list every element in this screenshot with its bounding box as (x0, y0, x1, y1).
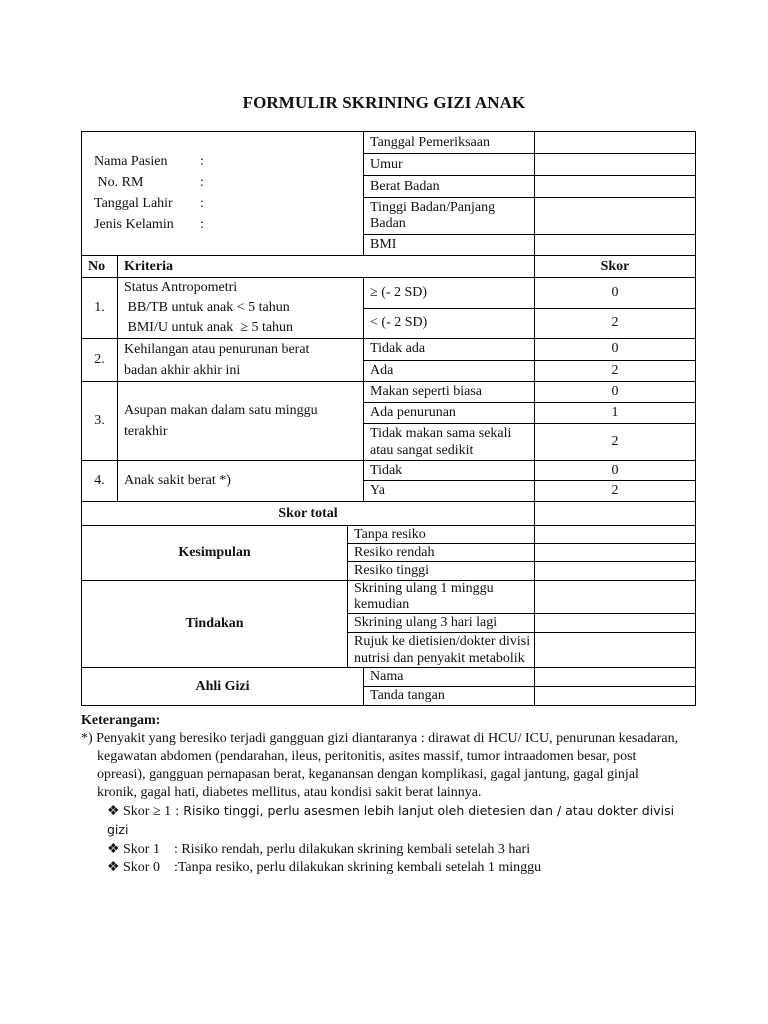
option-score: 0 (535, 382, 696, 403)
option-label: Ada (364, 360, 535, 382)
criterion-text: Asupan makan dalam satu minggu terakhir (118, 382, 364, 461)
exam-value[interactable] (535, 154, 696, 176)
exam-value[interactable] (535, 198, 696, 235)
notes-section (81, 712, 681, 877)
conclusion-option: Resiko rendah (348, 544, 535, 562)
conclusion-check[interactable] (535, 526, 696, 544)
option-score: 2 (535, 360, 696, 382)
nutritionist-row (82, 668, 696, 687)
criterion-no: 3. (82, 382, 118, 461)
option-label: ≥ (- 2 SD) (364, 278, 535, 309)
conclusion-option: Resiko tinggi (348, 562, 535, 581)
patient-info (82, 132, 364, 256)
field-label: Nama Pasien (94, 154, 168, 169)
criterion-no: 4. (82, 461, 118, 502)
criterion-row (82, 461, 696, 481)
header-kriteria: Kriteria (118, 256, 535, 278)
patient-field: No. RM : (94, 175, 204, 190)
criterion-no: 1. (82, 278, 118, 339)
conclusion-check[interactable] (535, 544, 696, 562)
action-option: Skrining ulang 1 minggu kemudian (348, 581, 535, 614)
patient-field: Nama Pasien : (94, 154, 204, 169)
notes-bullet: ❖ Skor 1 : Risiko rendah, perlu dilakukan skrining kembali setelah 3 hari (107, 842, 531, 857)
exam-label: Berat Badan (364, 176, 535, 198)
option-label: Tidak makan sama sekali atau sangat sedikit (364, 424, 535, 461)
action-check[interactable] (535, 581, 696, 614)
criterion-text: Anak sakit berat *) (118, 461, 364, 502)
total-label: Skor total (82, 502, 535, 526)
criterion-row (82, 382, 696, 403)
criterion-row (82, 278, 696, 309)
field-label: Tanggal Lahir (94, 196, 173, 211)
bullet-diamond-icon: ❖ (107, 860, 120, 875)
patient-field: Jenis Kelamin : (94, 217, 204, 232)
nutritionist-field: Nama (364, 668, 535, 687)
action-label: Tindakan (82, 581, 348, 668)
exam-value[interactable] (535, 235, 696, 256)
exam-label: Tinggi Badan/Panjang Badan (364, 198, 535, 235)
conclusion-check[interactable] (535, 562, 696, 581)
action-row (82, 581, 696, 614)
exam-row (82, 132, 696, 154)
criterion-text: Status Antropometri BB/TB untuk anak < 5 tahun BMI/U untuk anak ≥ 5 tahun (118, 278, 364, 339)
form-title: FORMULIR SKRINING GIZI ANAK (242, 93, 526, 112)
action-option: Skrining ulang 3 hari lagi (348, 614, 535, 633)
nutritionist-signature-value[interactable] (535, 687, 696, 706)
criterion-text: Kehilangan atau penurunan berat badan akhir akhir ini (118, 339, 364, 382)
total-value[interactable] (535, 502, 696, 526)
total-row (82, 502, 696, 526)
notes-paragraph: *) Penyakit yang beresiko terjadi gangguan gizi diantaranya : dirawat di HCU/ ICU, penurunan kesadaran, kegawatan abdomen (pendarahan, ileus, peritonitis, asites massif, tumor intraadomen besar, post opreasi), gangguan pernapasan berat, keganansan dengan komplikasi, gagal jantung, gagal ginjal kronik, gagal hati, diabetes mellitus, atau kondisi sakit berat lainnya. (81, 731, 679, 800)
option-label: < (- 2 SD) (364, 308, 535, 339)
option-label: Ya (364, 481, 535, 502)
patient-field: Tanggal Lahir : (94, 196, 204, 211)
nutritionist-name-value[interactable] (535, 668, 696, 687)
action-check[interactable] (535, 633, 696, 668)
option-label: Tidak ada (364, 339, 535, 361)
bullet-diamond-icon: ❖ (107, 804, 120, 819)
field-label: Jenis Kelamin (94, 217, 174, 232)
exam-label: Umur (364, 154, 535, 176)
criterion-no: 2. (82, 339, 118, 382)
nutritionist-field: Tanda tangan (364, 687, 535, 706)
action-check[interactable] (535, 614, 696, 633)
criteria-header (82, 256, 696, 278)
notes-bullet: ❖ Skor ≥ 1 : Risiko tinggi, perlu asesmen lebih lanjut oleh dietesien dan / atau dokter divisi gizi (107, 803, 675, 837)
option-label: Tidak (364, 461, 535, 481)
option-label: Ada penurunan (364, 403, 535, 424)
option-score: 0 (535, 278, 696, 309)
option-label: Makan seperti biasa (364, 382, 535, 403)
option-score: 2 (535, 424, 696, 461)
option-score: 2 (535, 481, 696, 502)
header-no: No (82, 256, 118, 278)
option-score: 2 (535, 308, 696, 339)
exam-label: BMI (364, 235, 535, 256)
option-score: 0 (535, 461, 696, 481)
nutritionist-label: Ahli Gizi (82, 668, 364, 706)
conclusion-option: Tanpa resiko (348, 526, 535, 544)
conclusion-row (82, 526, 696, 544)
screening-table (81, 131, 696, 706)
exam-value[interactable] (535, 132, 696, 154)
bullet-diamond-icon: ❖ (107, 842, 120, 857)
exam-value[interactable] (535, 176, 696, 198)
exam-label: Tanggal Pemeriksaan (364, 132, 535, 154)
notes-heading: Keterangam: (81, 713, 161, 728)
notes-bullet: ❖ Skor 0 :Tanpa resiko, perlu dilakukan skrining kembali setelah 1 minggu (107, 860, 542, 875)
criterion-row (82, 339, 696, 361)
field-label: No. RM (94, 175, 144, 190)
option-score: 0 (535, 339, 696, 361)
action-option: Rujuk ke dietisien/dokter divisi nutrisi dan penyakit metabolik (348, 633, 535, 668)
header-skor: Skor (535, 256, 696, 278)
option-score: 1 (535, 403, 696, 424)
conclusion-label: Kesimpulan (82, 526, 348, 581)
